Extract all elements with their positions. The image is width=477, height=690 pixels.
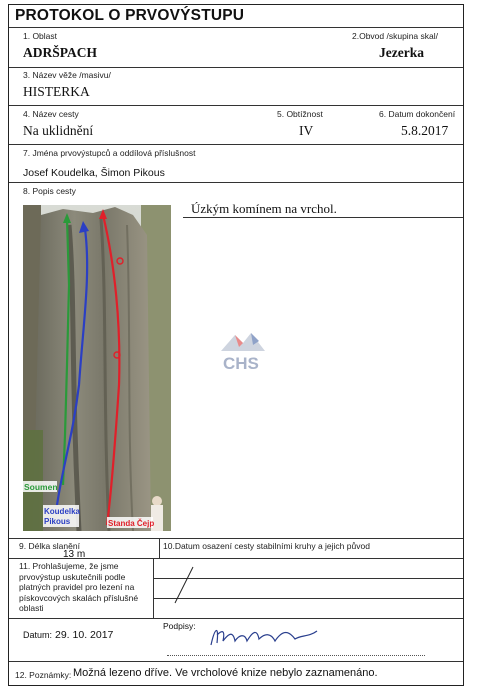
anchors-label: 10.Datum osazení cesty stabilními kruhy a jejich původ bbox=[163, 541, 370, 551]
date-label: Datum: bbox=[23, 630, 53, 640]
divider bbox=[9, 105, 463, 106]
divider bbox=[9, 661, 463, 662]
description-label: 8. Popis cesty bbox=[23, 186, 76, 196]
completion-date-label: 6. Datum dokončení bbox=[379, 109, 456, 119]
form-title: PROTOKOL O PRVOVÝSTUPU bbox=[15, 7, 245, 24]
chs-logo bbox=[213, 325, 275, 375]
divider bbox=[9, 27, 463, 28]
divider bbox=[9, 182, 463, 183]
first-ascent-protocol-form bbox=[8, 4, 464, 686]
difficulty-value: IV bbox=[299, 123, 314, 138]
divider bbox=[183, 217, 463, 218]
tower-value: HISTERKA bbox=[23, 84, 90, 99]
signatures-label: Podpisy: bbox=[163, 621, 196, 631]
rappel-value: 13 m bbox=[63, 549, 86, 560]
district-value: Jezerka bbox=[379, 45, 424, 60]
route-photo bbox=[23, 205, 171, 531]
divider bbox=[159, 538, 160, 558]
rappel-label: 9. Délka slanění bbox=[19, 541, 80, 551]
route-value: Na uklidnění bbox=[23, 123, 94, 138]
green-route-label: Soumen bbox=[24, 482, 58, 492]
divider bbox=[153, 558, 154, 618]
divider bbox=[153, 598, 463, 599]
chs-logo-text: CHS bbox=[223, 354, 259, 373]
divider bbox=[153, 578, 463, 579]
area-label: 1. Oblast bbox=[23, 31, 58, 41]
declaration-text: 11. Prohlašujeme, že jsme prvovýstup uskutečnili podle platných pravidel pro lezení na pískovcových skalách příslušné oblasti bbox=[19, 561, 139, 613]
signature-line bbox=[167, 655, 425, 656]
signature bbox=[205, 619, 325, 655]
completion-date-value: 5.8.2017 bbox=[401, 123, 449, 138]
route-label: 4. Název cesty bbox=[23, 109, 79, 119]
description-value: Úzkým komínem na vrchol. bbox=[191, 201, 337, 216]
date-value: 29. 10. 2017 bbox=[55, 629, 114, 641]
area-value: ADRŠPACH bbox=[23, 45, 97, 60]
climbers-value: Josef Koudelka, Šimon Pikous bbox=[23, 167, 165, 179]
notes-label: 12. Poznámky: bbox=[15, 670, 72, 680]
notes-value: Možná lezeno dříve. Ve vrcholové knize nebylo zaznamenáno. bbox=[73, 667, 378, 679]
divider bbox=[9, 538, 463, 539]
divider bbox=[9, 144, 463, 145]
red-route-label: Standa Čejp bbox=[108, 519, 155, 528]
divider bbox=[9, 67, 463, 68]
blue-route-label-line1: Koudelka bbox=[44, 507, 81, 516]
difficulty-label: 5. Obtížnost bbox=[277, 109, 323, 119]
district-label: 2.Obvod /skupina skal/ bbox=[352, 31, 438, 41]
climbers-label: 7. Jména prvovýstupců a oddílová příslušnost bbox=[23, 148, 196, 158]
slash-mark bbox=[169, 565, 199, 605]
blue-route-label-line2: Pikous bbox=[44, 517, 71, 526]
tower-label: 3. Název věže /masivu/ bbox=[23, 70, 111, 80]
divider bbox=[9, 558, 463, 559]
